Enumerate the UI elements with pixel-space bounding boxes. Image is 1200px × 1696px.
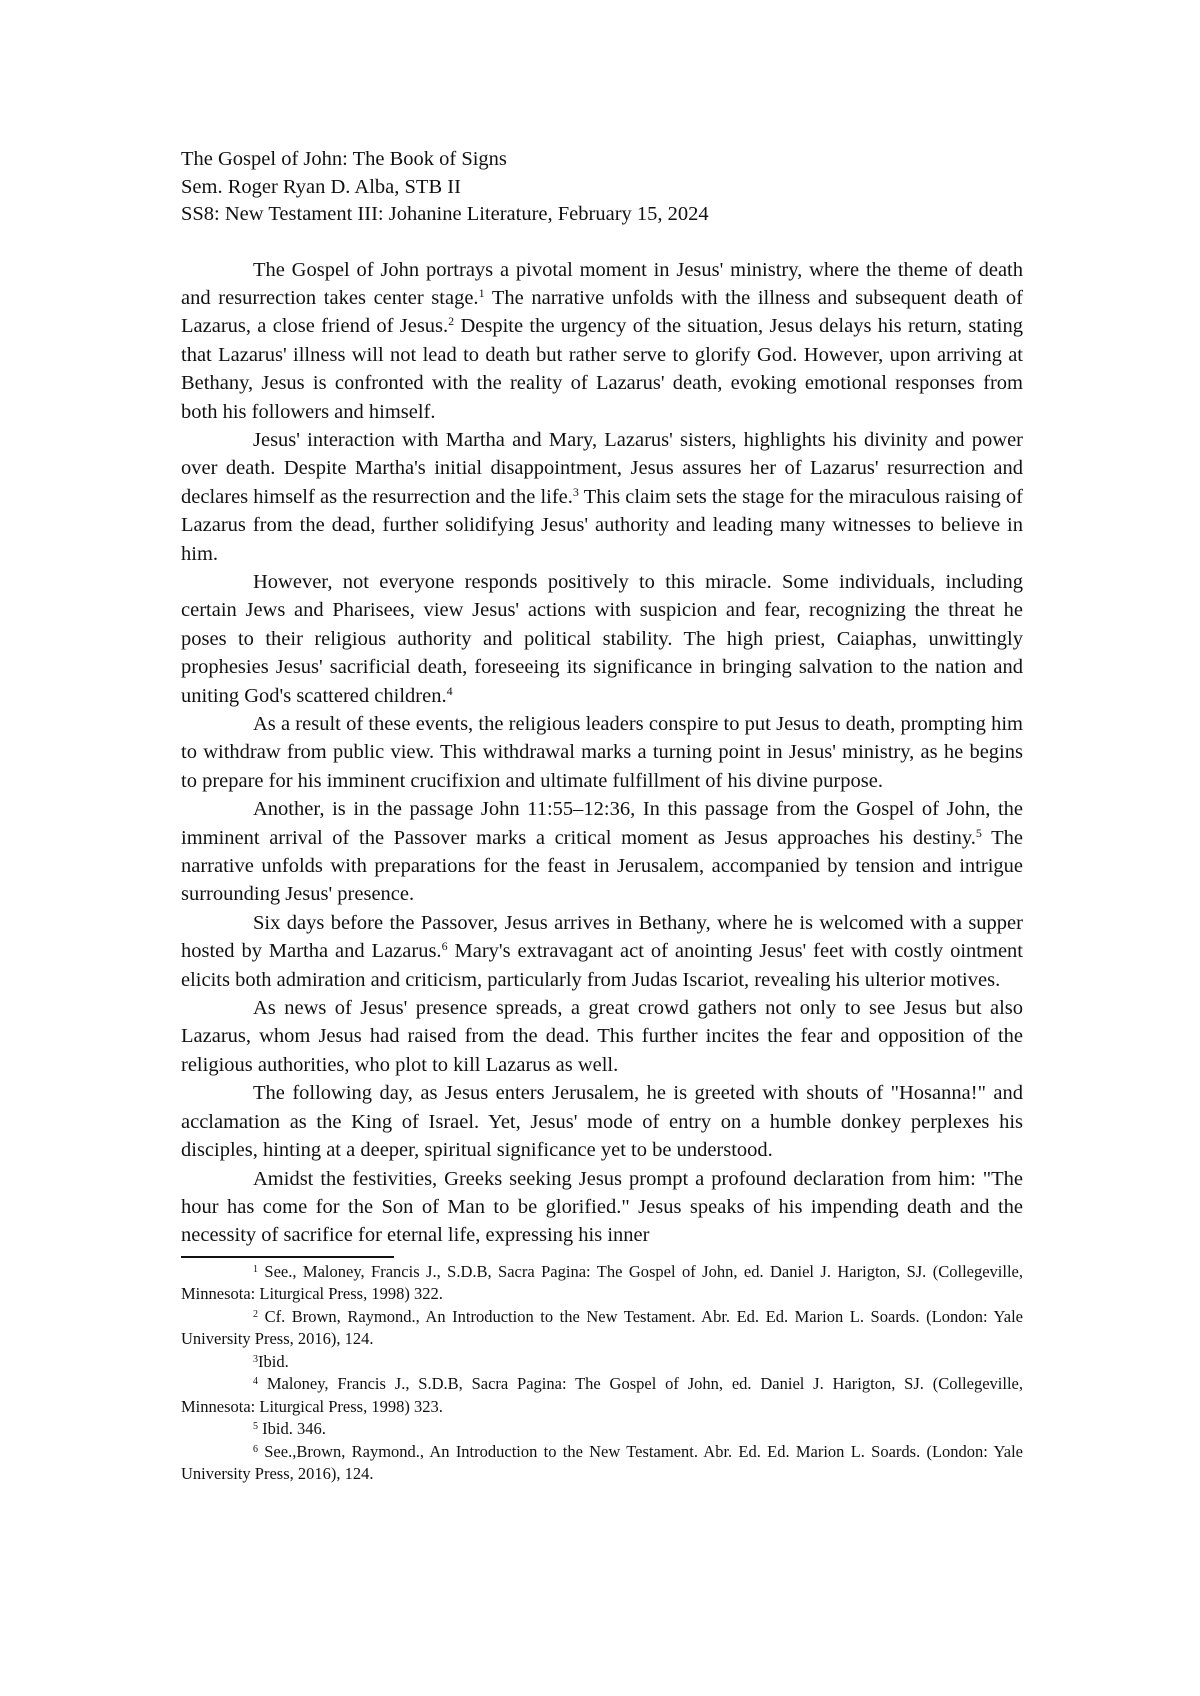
paragraph-text: The Gospel of John portrays a pivotal moment in Jesus' ministry, where the theme of death and resurrection takes center stage. xyxy=(181,258,1023,309)
footnote-text: Cf. Brown, Raymond., An Introduction to the New Testament. Abr. Ed. Ed. Marion L. Soards. (London: Yale University Press, 2016), 124. xyxy=(181,1306,1023,1349)
footnote-text: Maloney, Francis J., S.D.B, Sacra Pagina: The Gospel of John, ed. Daniel J. Harigton, SJ. (Collegeville, Minnesota: Liturgical Press, 1998) 323. xyxy=(181,1374,1023,1416)
footnote-5 xyxy=(181,1418,1023,1441)
footnote-ref: 1 xyxy=(478,285,485,300)
footnote-separator xyxy=(181,1256,394,1258)
paragraph-2 xyxy=(181,426,1023,568)
footnote-text: Ibid. 346. xyxy=(258,1419,326,1439)
paragraph-3 xyxy=(181,568,1023,710)
footnote-number: 4 xyxy=(253,1376,258,1388)
footnote-text: Ibid. xyxy=(258,1351,289,1371)
paragraph-text: The following day, as Jesus enters Jerusalem, he is greeted with shouts of "Hosanna!" and acclamation as the King of Israel. Yet, Jesus' mode of entry on a humble donkey perplexes his disciples, hinting at a deeper, spiritual significance yet to be understood. xyxy=(181,1082,1023,1162)
paragraph-7 xyxy=(181,994,1023,1079)
footnote-1 xyxy=(181,1261,1023,1306)
footnote-6 xyxy=(181,1441,1023,1486)
footnote-number: 2 xyxy=(253,1308,258,1320)
paragraph-text: As a result of these events, the religious leaders conspire to put Jesus to death, prompting him to withdraw from public view. This withdrawal marks a turning point in Jesus' ministry, as he begins to prepare for his imminent crucifixion and ultimate fulfillment of his divine purpose. xyxy=(181,713,1023,792)
paragraph-text: However, not everyone responds positively to this miracle. Some individuals, including certain Jews and Pharisees, view Jesus' actions with suspicion and fear, recognizing the threat he poses to their religious authority and political stability. The high priest, Caiaphas, unwittingly prophesies Jesus' sacrificial death, foreseeing its significance in bringing salvation to the nation and uniting God's scattered children. xyxy=(181,570,1023,707)
footnote-number: 5 xyxy=(253,1421,258,1433)
footnote-number: 3 xyxy=(253,1353,258,1365)
footnotes xyxy=(181,1261,1023,1486)
footnote-text: See., Maloney, Francis J., S.D.B, Sacra Pagina: The Gospel of John, ed. Daniel J. Harigton, SJ. (Collegeville, Minnesota: Liturgical Press, 1998) 322. xyxy=(181,1261,1023,1304)
document-title: The Gospel of John: The Book of Signs xyxy=(181,148,507,170)
paragraph-1 xyxy=(181,256,1023,426)
paragraph-text: Amidst the festivities, Greeks seeking Jesus prompt a profound declaration from him: "The hour has come for the Son of Man to be glorified." Jesus speaks of his impending death and the necessity of sacrifice for eternal life, expressing his inner xyxy=(181,1167,1023,1247)
footnote-ref: 4 xyxy=(446,683,453,698)
footnote-ref: 2 xyxy=(448,314,455,329)
footnote-number: 6 xyxy=(253,1443,258,1455)
document-page xyxy=(181,146,1023,1486)
footnote-2 xyxy=(181,1306,1023,1351)
paragraph-5 xyxy=(181,795,1023,909)
paragraph-text: This claim sets the stage for the miraculous raising of Lazarus from the dead, further solidifying Jesus' authority and leading many witnesses to believe in him. xyxy=(181,485,1023,565)
course-date-line: SS8: New Testament III: Johanine Literature, February 15, 2024 xyxy=(181,203,709,225)
footnote-4 xyxy=(181,1373,1023,1418)
footnote-ref: 6 xyxy=(441,939,448,954)
paragraph-text: Jesus' interaction with Martha and Mary, Lazarus' sisters, highlights his divinity and power over death. Despite Martha's initial disappointment, Jesus assures her of Lazarus' resurrection and declares himself as the resurrection and the life. xyxy=(181,428,1023,508)
paragraph-text: Mary's extravagant act of anointing Jesus' feet with costly ointment elicits both admiration and criticism, particularly from Judas Iscariot, revealing his ulterior motives. xyxy=(181,940,1023,991)
paragraph-text: The narrative unfolds with the illness and subsequent death of Lazarus, a close friend of Jesus. xyxy=(181,286,1024,338)
document-header xyxy=(181,146,1023,229)
footnote-number: 1 xyxy=(253,1263,258,1275)
footnote-3 xyxy=(181,1351,1023,1374)
author-line: Sem. Roger Ryan D. Alba, STB II xyxy=(181,175,461,198)
footnote-ref: 5 xyxy=(975,825,982,840)
paragraph-8 xyxy=(181,1079,1023,1164)
paragraph-text: As news of Jesus' presence spreads, a great crowd gathers not only to see Jesus but also Lazarus, whom Jesus had raised from the dead. This further incites the fear and opposition of the religious authorities, who plot to kill Lazarus as well. xyxy=(181,997,1023,1076)
paragraph-text: The narrative unfolds with preparations for the feast in Jerusalem, accompanied by tension and intrigue surrounding Jesus' presence. xyxy=(181,826,1023,906)
paragraph-text: Despite the urgency of the situation, Jesus delays his return, stating that Lazarus' illness will not lead to death but rather serve to glorify God. However, upon arriving at Bethany, Jesus is confronted with the reality of Lazarus' death, evoking emotional responses from both his followers and himself. xyxy=(181,315,1023,423)
paragraph-text: Six days before the Passover, Jesus arrives in Bethany, where he is welcomed with a supper hosted by Martha and Lazarus. xyxy=(181,911,1023,963)
footnote-text: See.,Brown, Raymond., An Introduction to the New Testament. Abr. Ed. Ed. Marion L. Soards. (London: Yale University Press, 2016), 124. xyxy=(181,1441,1023,1484)
document-body xyxy=(181,256,1023,1250)
paragraph-4 xyxy=(181,710,1023,795)
footnote-ref: 3 xyxy=(572,484,579,499)
paragraph-6 xyxy=(181,909,1023,994)
paragraph-text: Another, is in the passage John 11:55–12:36, In this passage from the Gospel of John, the imminent arrival of the Passover marks a critical moment as Jesus approaches his destiny. xyxy=(181,798,1023,849)
paragraph-9 xyxy=(181,1165,1023,1250)
